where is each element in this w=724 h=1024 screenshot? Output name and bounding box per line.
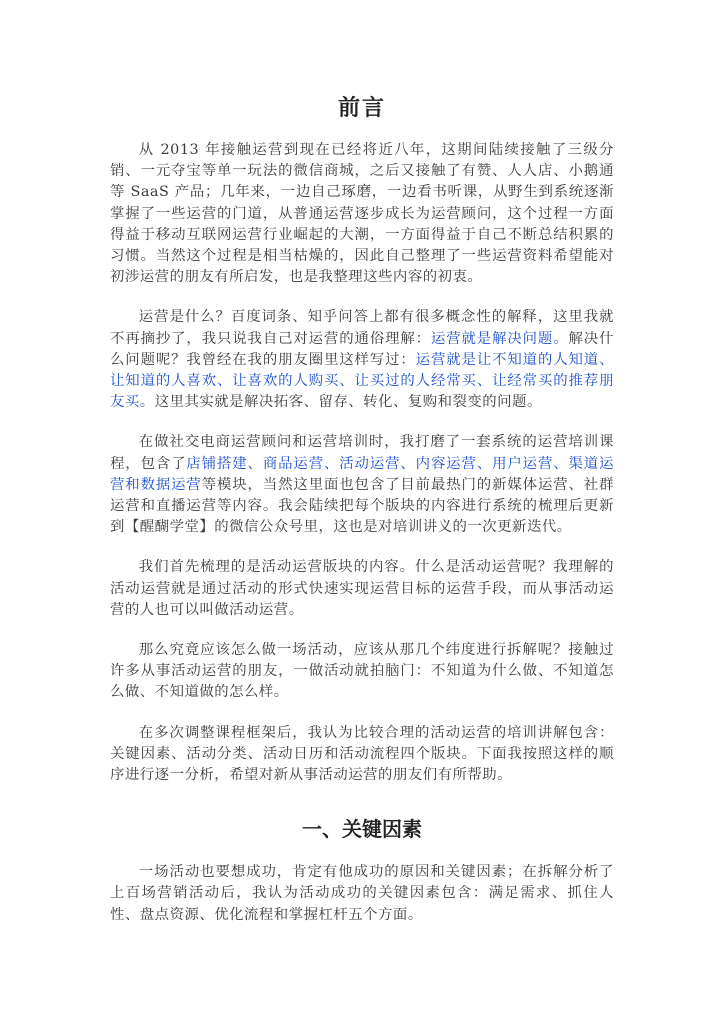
paragraph-text: 这里其实就是解决拓客、留存、转化、复购和裂变的问题。 xyxy=(154,394,542,411)
paragraph-text: 运营是什么？百度词条、知乎问答上都有很多概念性的解释，这里我就不再摘抄了，我只说我自己对运营的通俗理解： xyxy=(110,309,614,347)
spacer xyxy=(110,122,614,140)
paragraph-text: 等模块，当然这里面也包含了目前最热门的新媒体运营、社群运营和直播运营等内容。我会陆续把每个版块的内容进行系统的梳理后更新到【醒醐学堂】的微信公众号里，这也是对培训讲义的一次更新迭代。 xyxy=(110,476,614,536)
spacer xyxy=(110,413,614,432)
paragraph-text: 在做社交电商运营顾问和运营培训时，我打磨了一套系统的运营培训课程，包含了 xyxy=(110,434,614,472)
highlighted-text: 运营就是让不知道的人知道、让知道的人喜欢、让喜欢的人购买、让买过的人经常买、让经常买的推荐朋友买。 xyxy=(110,351,614,411)
preface-paragraph-4: 我们首先梳理的是活动运营版块的内容。什么是活动运营呢？我理解的活动运营就是通过活动的形式快速实现运营目标的运营手段，而从事活动运营的人也可以叫做活动运营。 xyxy=(110,559,614,618)
spacer xyxy=(110,786,614,816)
spacer xyxy=(110,538,614,557)
highlighted-text: 运营就是解决问题。 xyxy=(430,330,569,347)
paragraph-text: 解决什么问题呢？我曾经在我的朋友圈里这样写过： xyxy=(110,330,614,368)
page-title: 前言 xyxy=(337,95,386,121)
section-title: 一、关键因素 xyxy=(302,817,422,842)
preface-paragraph-3 xyxy=(110,432,614,538)
preface-paragraph-5: 那么究竟应该怎么做一场活动，应该从那几个纬度进行拆解呢？接触过许多从事活动运营的朋友，一做活动就拍脑门：不知道为什么做、不知道怎么做、不知道做的怎么样。 xyxy=(110,642,614,701)
spacer xyxy=(110,704,614,723)
preface-paragraph-2 xyxy=(110,307,614,413)
highlighted-text: 店铺搭建、商品运营、活动运营、内容运营、用户运营、渠道运营和数据运营 xyxy=(110,455,614,493)
section-1-paragraph-1: 一场活动也要想成功，肯定有他成功的原因和关键因素；在拆解分析了上百场营销活动后，我认为活动成功的关键因素包含：满足需求、抓住人性、盘点资源、优化流程和掌握杠杆五个方面。 xyxy=(110,864,614,923)
spacer xyxy=(110,621,614,640)
preface-paragraph-1: 从 2013 年接触运营到现在已经将近八年，这期间陆续接触了三级分销、一元夺宝等单一玩法的微信商城，之后又接触了有赞、人人店、小鹅通等 SaaS 产品；几年来，一边自己琢磨，一边看书听课，从野生到系统逐渐掌握了一些运营的门道，从普通运营逐步成长为运营顾问，这个过程一方面得益于移动互联网运营行业崛起的大潮，一方面得益于自己不断总结积累的习惯。当然这个过程是相当枯燥的，因此自己整理了一些运营资料希望能对初涉运营的朋友有所启发，也是我整理这些内容的初衷。 xyxy=(110,142,614,286)
preface-paragraph-6: 在多次调整课程框架后，我认为比较合理的活动运营的培训讲解包含：关键因素、活动分类、活动日历和活动流程四个版块。下面我按照这样的顺序进行逐一分析，希望对新从事活动运营的朋友们有所帮助。 xyxy=(110,724,614,784)
spacer xyxy=(110,842,614,862)
spacer xyxy=(110,288,614,307)
